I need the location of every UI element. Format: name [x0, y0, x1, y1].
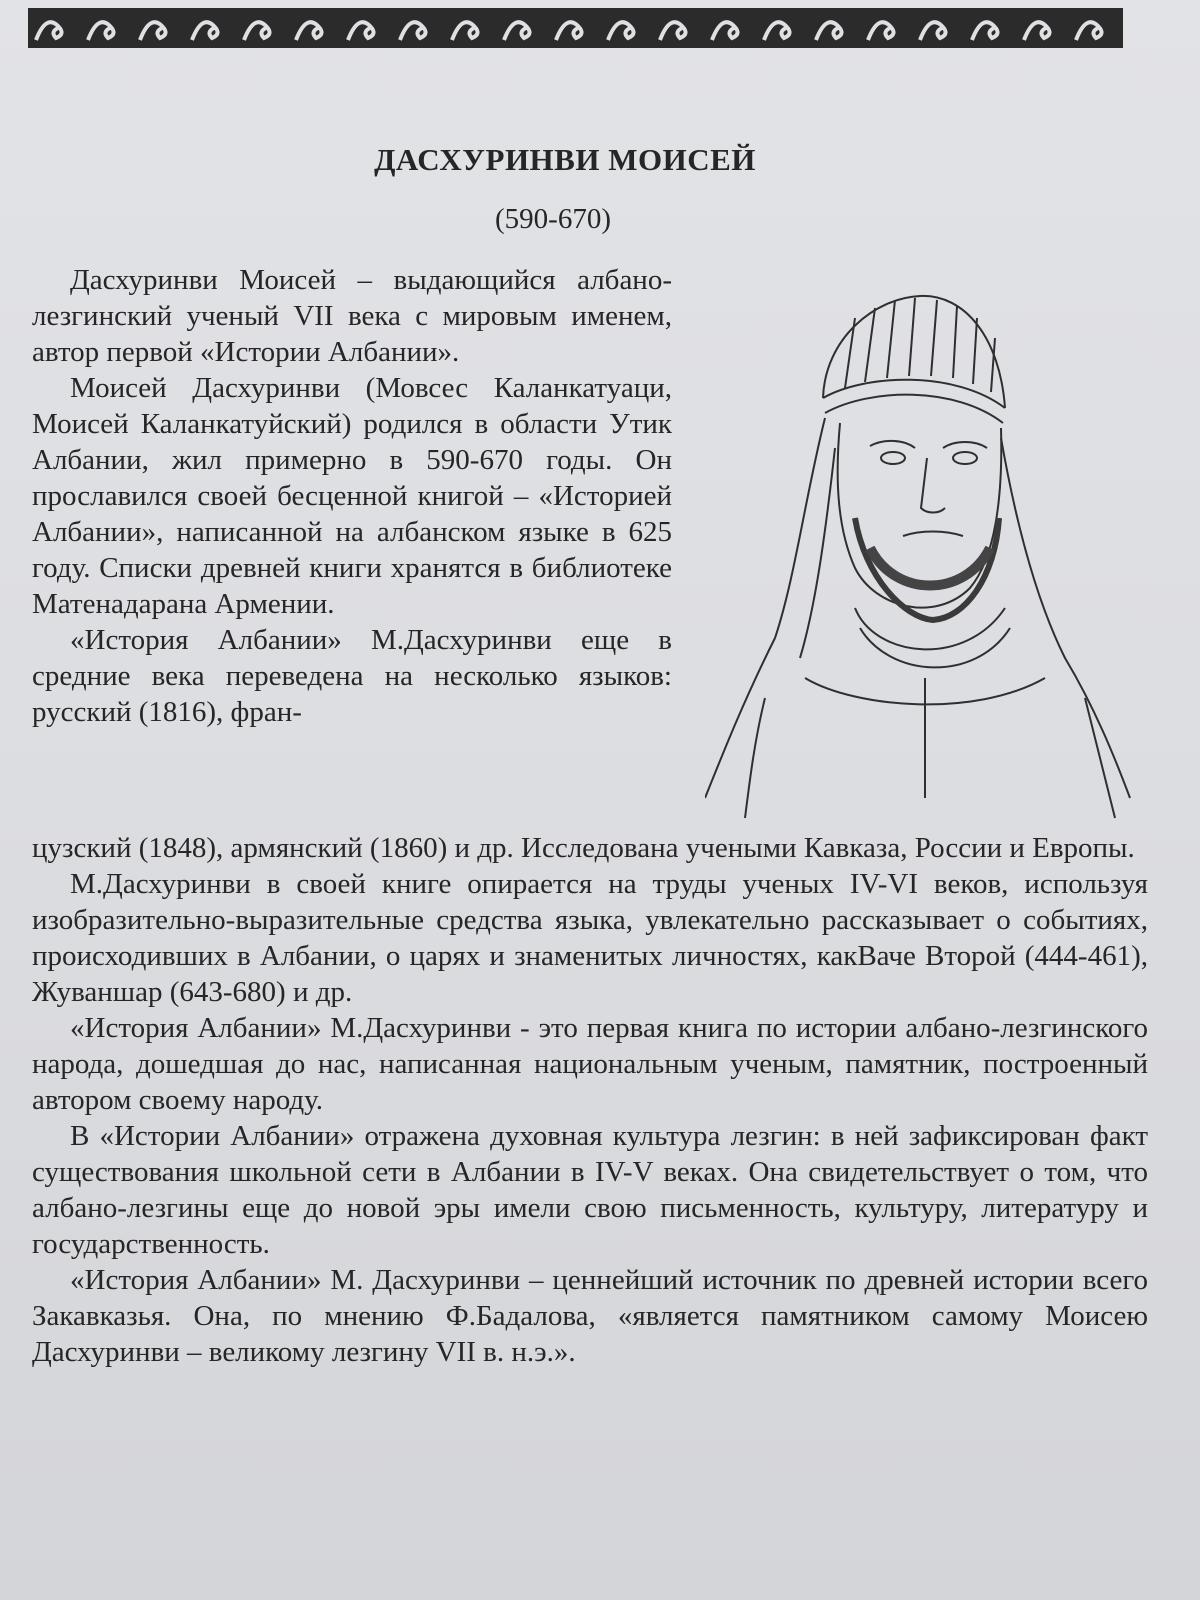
paragraph: «История Албании» М.Дасхуринви - это первая книга по истории албано-лезгинского народа, дошедшая до нас, написанная национальным ученым, памятник, построенный автором своему народу. [32, 1012, 1148, 1116]
main-text-column [32, 830, 1148, 1370]
paragraph: Моисей Дасхуринви (Мовсес Каланкатуаци, Моисей Каланкатуйский) родился в области Утик Албании, жил примерно в 590-670 годы. Он прославился своей бесценной книгой – «Историей Албании», написанной на албанском языке в 625 году. Списки древней книги хранятся в библиотеке Матенадарана Армении. [32, 372, 672, 620]
paragraph: М.Дасхуринви в своей книге опирается на труды ученых IV-VI веков, используя изобразительно-выразительные средства языка, увлекательно рассказывает о событиях, происходивших в Албании, о царях и знаменитых личностях, какВаче Второй (444-461), Жуваншар (643-680) и др. [32, 868, 1148, 1008]
paragraph: цузский (1848), армянский (1860) и др. Исследована учеными Кавказа, России и Европы. [32, 832, 1135, 864]
paragraph: В «Истории Албании» отражена духовная культура лезгин: в ней зафиксирован факт существования школьной сети в Албании в IV-V веках. Она свидетельствует о том, что албано-лезгины еще до новой эры имели свою письменность, культуру, литературу и государственность. [32, 1120, 1148, 1260]
ornament-border-icon [28, 8, 1123, 48]
portrait-drawing-icon [705, 278, 1135, 838]
page-title: ДАСХУРИНВИ МОИСЕЙ [374, 142, 756, 177]
life-dates: (590-670) [495, 203, 611, 235]
paragraph: «История Албании» М. Дасхуринви – ценнейший источник по древней истории всего Закавказья. Она, по мнению Ф.Бадалова, «является памятником самому Моисею Дасхуринви – великому лезгину VII в. н.э.». [32, 1264, 1148, 1368]
paragraph: «История Албании» М.Дасхуринви еще в средние века переведена на несколько языков: русский (1816), фран- [32, 624, 672, 728]
intro-text-column [32, 262, 672, 730]
paragraph: Дасхуринви Моисей – выдающийся албано-лезгинский ученый VII века с мировым именем, автор первой «Истории Албании». [32, 264, 672, 368]
